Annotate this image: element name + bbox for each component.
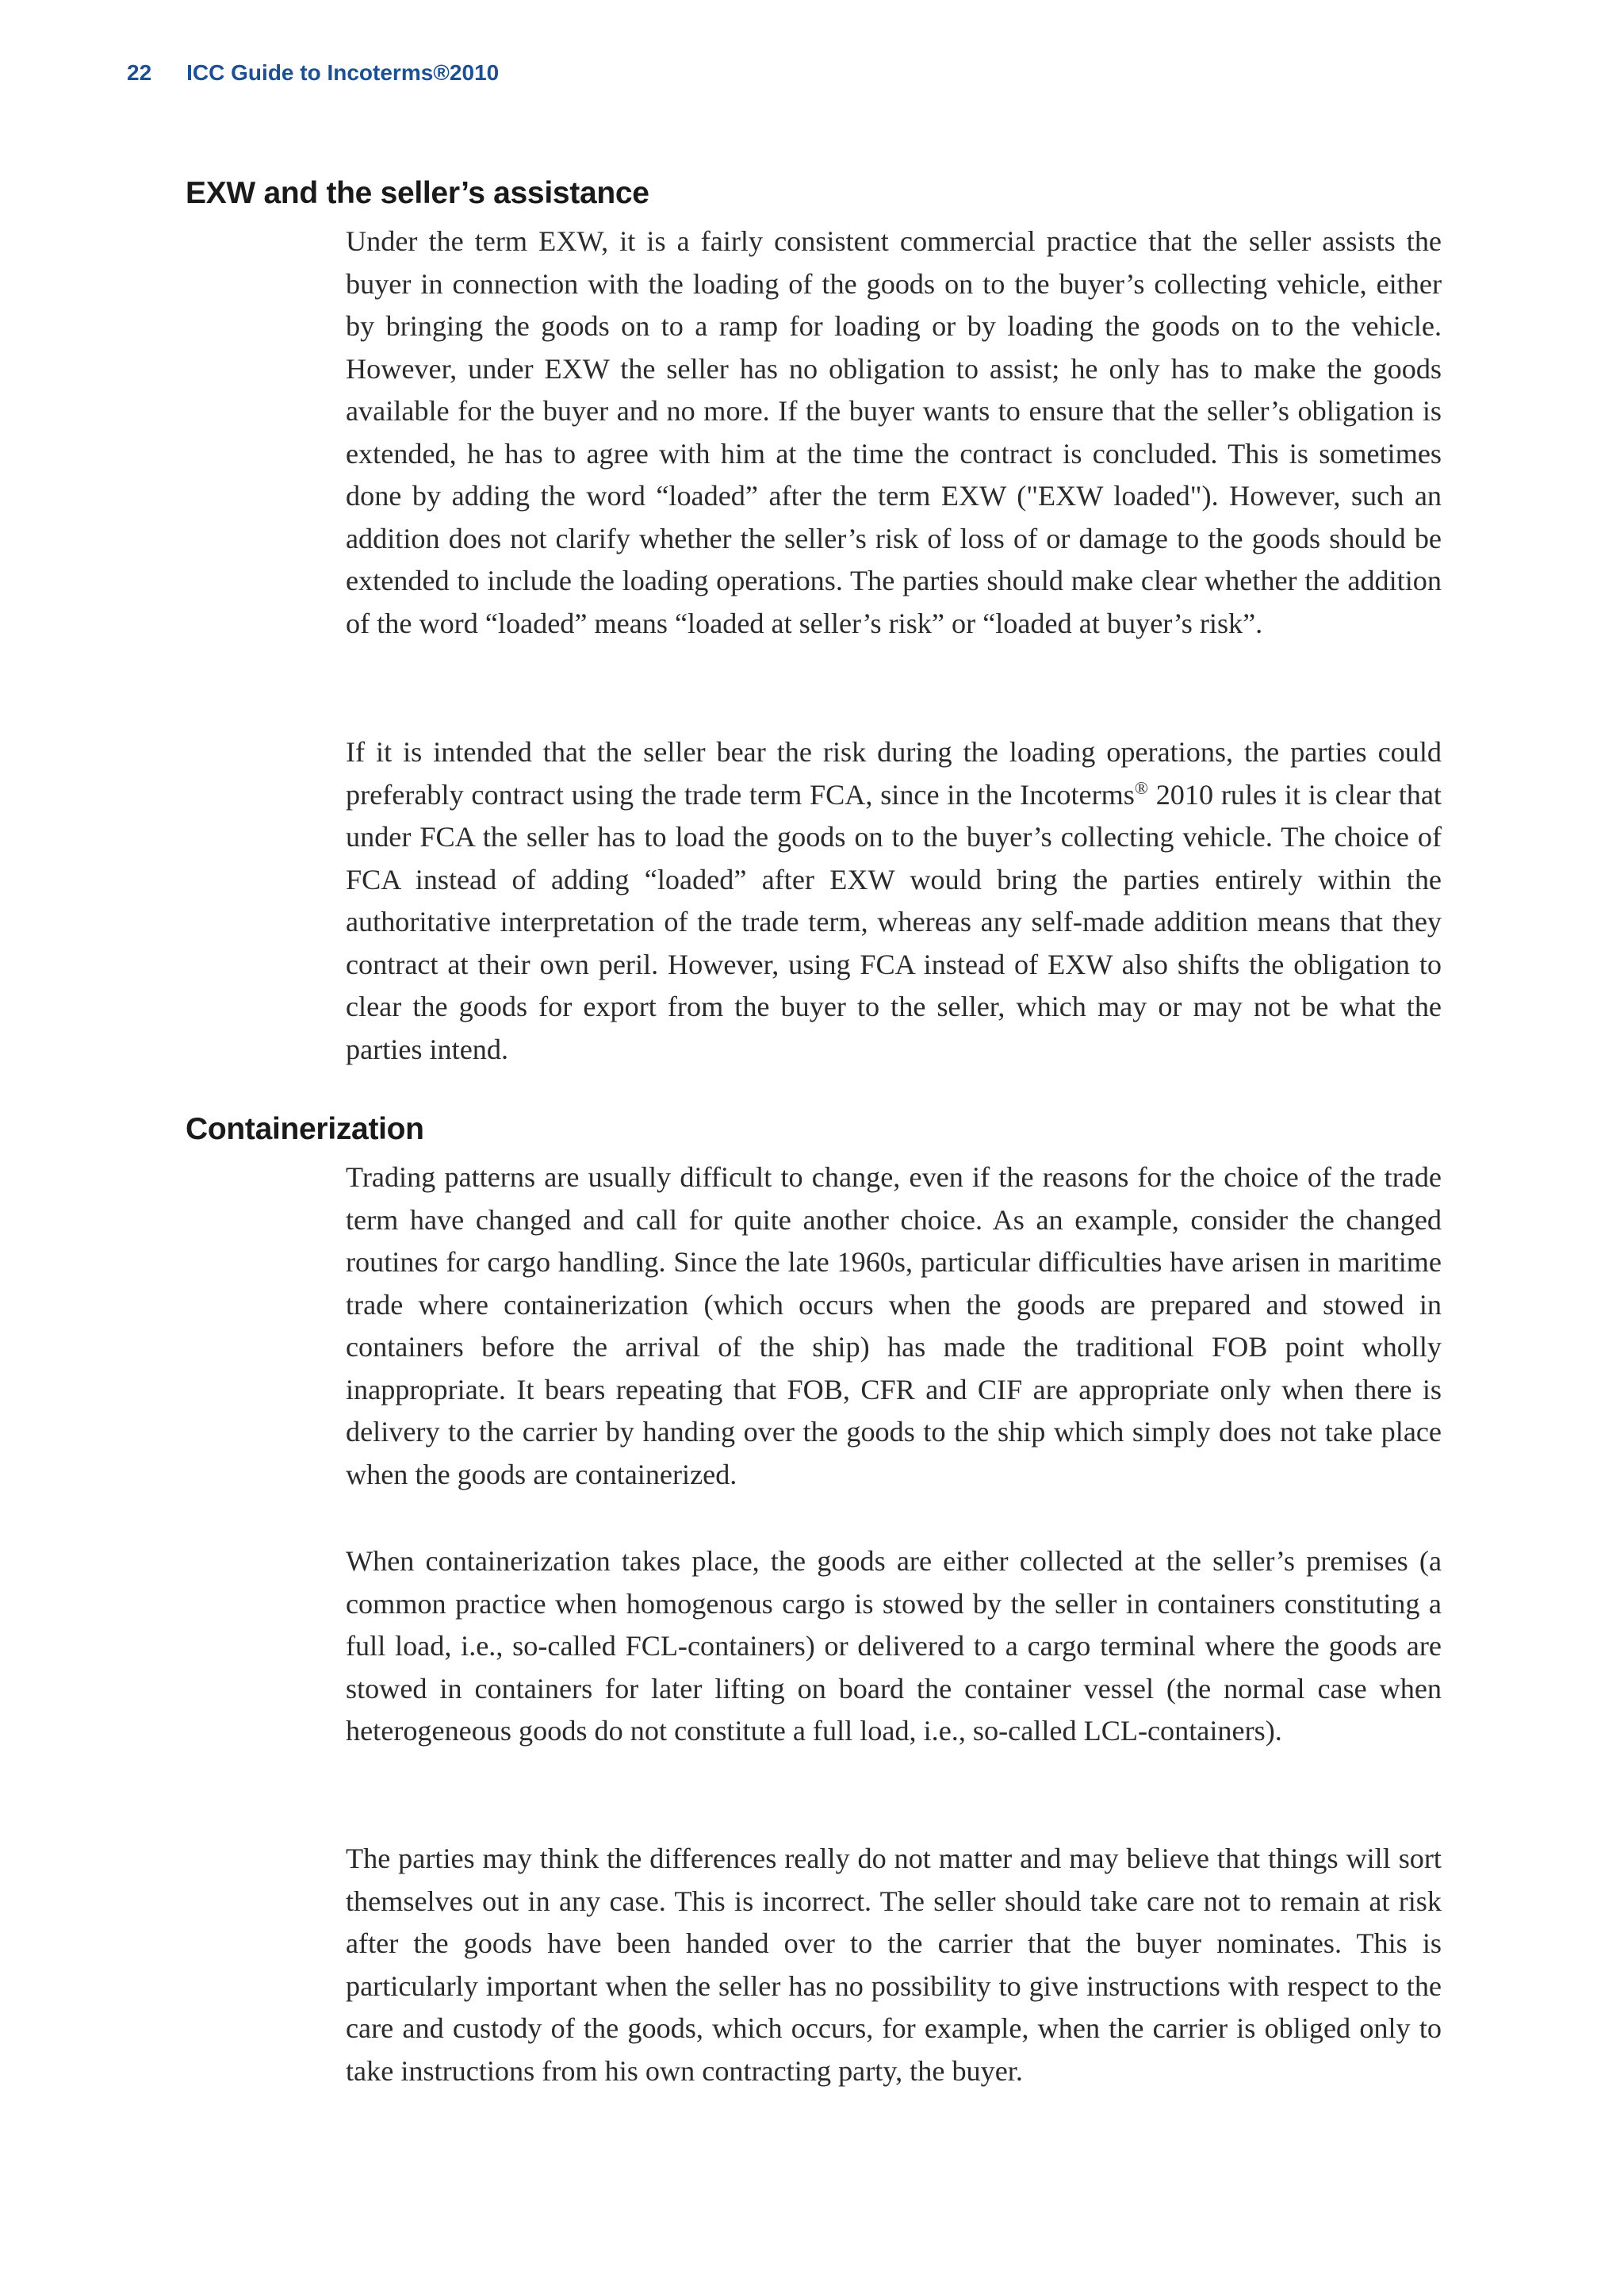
paragraph-container-collection: When containerization takes place, the goods are either collected at the seller’s premises (a common practice when homogenous cargo is stowed by the seller in containers constituting a full load, i.e., so-called FCL-containers) or delivered to a cargo terminal where the goods are stowed in containers for later lifting on board the container vessel (the normal case when heterogeneous goods do not constitute a full load, i.e., so-called LCL-containers). xyxy=(346,1545,1442,1747)
page-number: 22 xyxy=(127,60,152,85)
paragraph-trading-patterns: Trading patterns are usually difficult to change, even if the reasons for the choice of the trade term have changed and call for quite another choice. As an example, consider the changed routines for cargo handling. Since the late 1960s, particular difficulties have arisen in maritime trade where containerization (which occurs when the goods are prepared and stowed in containers before the arrival of the ship) has made the traditional FOB point wholly inappropriate. It bears repeating that FOB, CFR and CIF are appropriate only when there is delivery to the carrier by handing over the goods to the ship which simply does not take place when the goods are containerized. xyxy=(346,1161,1442,1490)
section-heading-exw-sellers-assistance: EXW and the seller’s assistance xyxy=(186,176,649,210)
section-heading-containerization: Containerization xyxy=(186,1112,424,1146)
paragraph-fca-alternative xyxy=(346,731,1442,1071)
paragraph-fca-text-1: If it is intended that the seller bear the risk during the loading operations, the parties could preferably contract using the trade term FCA, since in the Incoterms xyxy=(346,736,1442,811)
running-header-title: ICC Guide to Incoterms®2010 xyxy=(186,60,500,85)
paragraph-fca-text-2: 2010 rules it is clear that under FCA the seller has to load the goods on to the buyer’s collecting vehicle. The choice of FCA instead of adding “loaded” after EXW would bring the parties entirely within the authoritative interpretation of the trade term, whereas any self-made addition means that they contract at their own peril. However, using FCA instead of EXW also shifts the obligation to clear the goods for export from the buyer to the seller, which may or may not be what the parties intend. xyxy=(346,778,1442,1065)
registered-trademark-mark: ® xyxy=(1134,777,1148,798)
paragraph-exw-loading-practice: Under the term EXW, it is a fairly consistent commercial practice that the seller assists the buyer in connection with the loading of the goods on to the buyer’s collecting vehicle, either by bringing the goods on to a ramp for loading or by loading the goods on to the vehicle. However, under EXW the seller has no obligation to assist; he only has to make the goods available for the buyer and no more. If the buyer wants to ensure that the seller’s obligation is extended, he has to agree with him at the time the contract is concluded. This is sometimes done by adding the word “loaded” after the term EXW ("EXW loaded"). However, such an addition does not clarify whether the seller’s risk of loss of or damage to the goods should be extended to include the loading operations. The parties should make clear whether the addition of the word “loaded” means “loaded at seller’s risk” or “loaded at buyer’s risk”. xyxy=(346,225,1442,639)
paragraph-seller-risk: The parties may think the differences really do not matter and may believe that things will sort themselves out in any case. This is incorrect. The seller should take care not to remain at risk after the goods have been handed over to the carrier that the buyer nominates. This is particularly important when the seller has no possibility to give instructions with respect to the care and custody of the goods, which occurs, for example, when the carrier is obliged only to take instructions from his own contracting party, the buyer. xyxy=(346,1843,1442,2087)
running-header xyxy=(127,60,499,86)
